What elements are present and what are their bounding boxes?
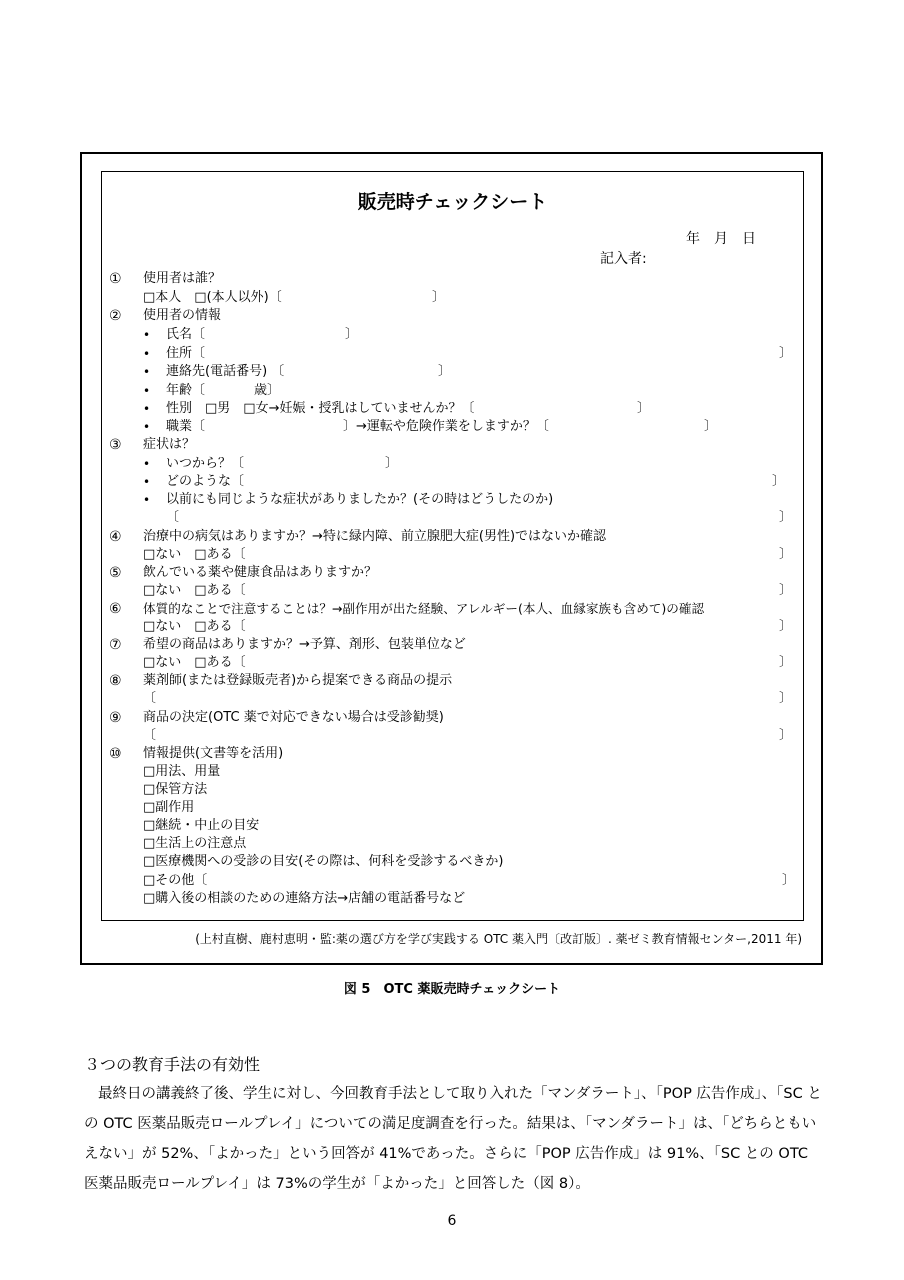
item-2-sex: 性別 □男 □女→妊娠・授乳はしていませんか？〔 — [166, 401, 475, 416]
item-3-since-close: 〕 — [385, 456, 399, 471]
item-7-options: □ない □ある〔 — [143, 655, 246, 670]
item-8-number: ⑧ — [109, 673, 122, 689]
item-5-question: 飲んでいる薬や健康食品はありますか？ — [143, 565, 378, 580]
item-3-question: 症状は？ — [143, 437, 196, 452]
item-4-question: 治療中の病気はありますか？→特に緑内障、前立腺肥大症(男性)ではないか確認 — [143, 529, 607, 544]
bullet: • — [143, 402, 151, 416]
item-3-what: どのような〔 — [166, 474, 245, 489]
item-7-close: 〕 — [779, 655, 793, 670]
item-6-question: 体質的なことで注意することは？→副作用が出た経験、アレルギー(本人、血縁家族も含めて)の確認 — [143, 601, 705, 616]
item-9-number: ⑨ — [109, 710, 122, 726]
item-10-question: 情報提供(文書等を活用) — [143, 746, 284, 761]
item-6-options: □ない □ある〔 — [143, 619, 246, 634]
item-1-close: 〕 — [432, 290, 446, 305]
item-7-number: ⑦ — [109, 637, 122, 653]
item-2-name: 氏名〔 — [166, 327, 206, 342]
bullet: • — [143, 457, 151, 471]
item-5-number: ⑤ — [109, 565, 122, 581]
item-2-job: 職業〔 — [166, 419, 206, 434]
item-1-number: ① — [109, 271, 122, 287]
item-2-name-close: 〕 — [345, 327, 359, 342]
item-3-previous-open: 〔 — [166, 510, 180, 525]
figure-caption: 図 5 OTC 薬販売時チェックシート — [343, 982, 561, 997]
bullet: • — [143, 365, 151, 379]
bullet: • — [143, 328, 151, 342]
bullet: • — [143, 420, 151, 434]
item-7-question: 希望の商品はありますか？→予算、剤形、包装単位など — [143, 637, 466, 652]
item-10-other-close: 〕 — [782, 873, 796, 888]
item-4-options: □ない □ある〔 — [143, 547, 246, 562]
item-9-question: 商品の決定(OTC 薬で対応できない場合は受診勧奨) — [143, 710, 444, 725]
page-number: 6 — [447, 1213, 457, 1229]
bullet: • — [143, 475, 151, 489]
section-heading: ３つの教育手法の有効性 — [84, 1055, 261, 1074]
item-8-close: 〕 — [779, 691, 793, 706]
item-8-open: 〔 — [143, 691, 157, 706]
date-line: 年 月 日 — [686, 231, 756, 247]
item-2-contact-close: 〕 — [438, 364, 452, 379]
item-2-address: 住所〔 — [166, 346, 206, 361]
item-1-question: 使用者は誰？ — [143, 271, 222, 286]
bullet: • — [143, 384, 151, 398]
bullet: • — [143, 347, 151, 361]
sheet-title: 販売時チェックシート — [357, 191, 548, 213]
item-2-age-close: 歳〕 — [254, 383, 281, 398]
item-6-number: ⑥ — [109, 601, 122, 617]
item-2-number: ② — [109, 308, 122, 324]
item-6-close: 〕 — [779, 619, 793, 634]
item-2-address-close: 〕 — [779, 346, 793, 361]
item-10-other: □その他〔 — [143, 873, 208, 888]
bullet: • — [143, 493, 151, 507]
item-10-side-effects: □副作用 — [143, 800, 195, 815]
item-3-previous-close: 〕 — [779, 510, 793, 525]
item-4-number: ④ — [109, 529, 122, 545]
writer-label: 記入者: — [600, 251, 647, 267]
item-1-options: □本人 □(本人以外)〔 — [143, 290, 282, 305]
item-10-storage: □保管方法 — [143, 782, 208, 797]
item-10-lifestyle: □生活上の注意点 — [143, 836, 247, 851]
item-5-options: □ない □ある〔 — [143, 583, 246, 598]
item-4-close: 〕 — [779, 547, 793, 562]
item-10-consult: □医療機関への受診の目安(その際は、何科を受診するべきか) — [143, 854, 504, 869]
item-3-previous: 以前にも同じような症状がありましたか？(その時はどうしたのか) — [166, 492, 554, 507]
item-5-close: 〕 — [779, 583, 793, 598]
item-3-number: ③ — [109, 437, 122, 453]
item-9-open: 〔 — [143, 728, 157, 743]
item-3-what-close: 〕 — [772, 474, 786, 489]
item-10-dosage: □用法、用量 — [143, 764, 221, 779]
item-10-continue-stop: □継続・中止の目安 — [143, 818, 260, 833]
item-2-sex-close: 〕 — [637, 401, 651, 416]
item-3-since: いつから？〔 — [166, 456, 245, 471]
item-2-question: 使用者の情報 — [143, 308, 222, 323]
item-10-contact-method: □購入後の相談のための連絡方法→店舗の電話番号など — [143, 891, 466, 906]
item-2-contact: 連絡先(電話番号) 〔 — [166, 364, 285, 379]
body-paragraph: 最終日の講義終了後、学生に対し、今回教育手法として取り入れた「マンダラート」、「POP 広告作成」、「SC との OTC 医薬品販売ロールプレイ」についての満足度調査を行った。結果は、「マンダラート」は、「どちらともいえない」が 52%、「よかった」という回答が 41%であった。さらに「POP 広告作成」は 91%、「SC との OTC 医薬品販売ロールプレイ」は 73%の学生が「よかった」と回答した（図 8）。 — [84, 1086, 822, 1192]
item-9-close: 〕 — [779, 728, 793, 743]
item-2-job-close: 〕 — [704, 419, 718, 434]
item-8-question: 薬剤師(または登録販売者)から提案できる商品の提示 — [143, 673, 453, 688]
item-2-age: 年齢〔 — [166, 383, 206, 398]
item-2-job-driving: 〕→運転や危険作業をしますか？〔 — [343, 419, 549, 434]
citation: (上村直樹、鹿村恵明・監:薬の選び方を学び実践する OTC 薬入門〔改訂版〕. 薬ゼミ教育情報センター,2011 年) — [195, 932, 802, 946]
item-10-number: ⑩ — [109, 746, 122, 762]
